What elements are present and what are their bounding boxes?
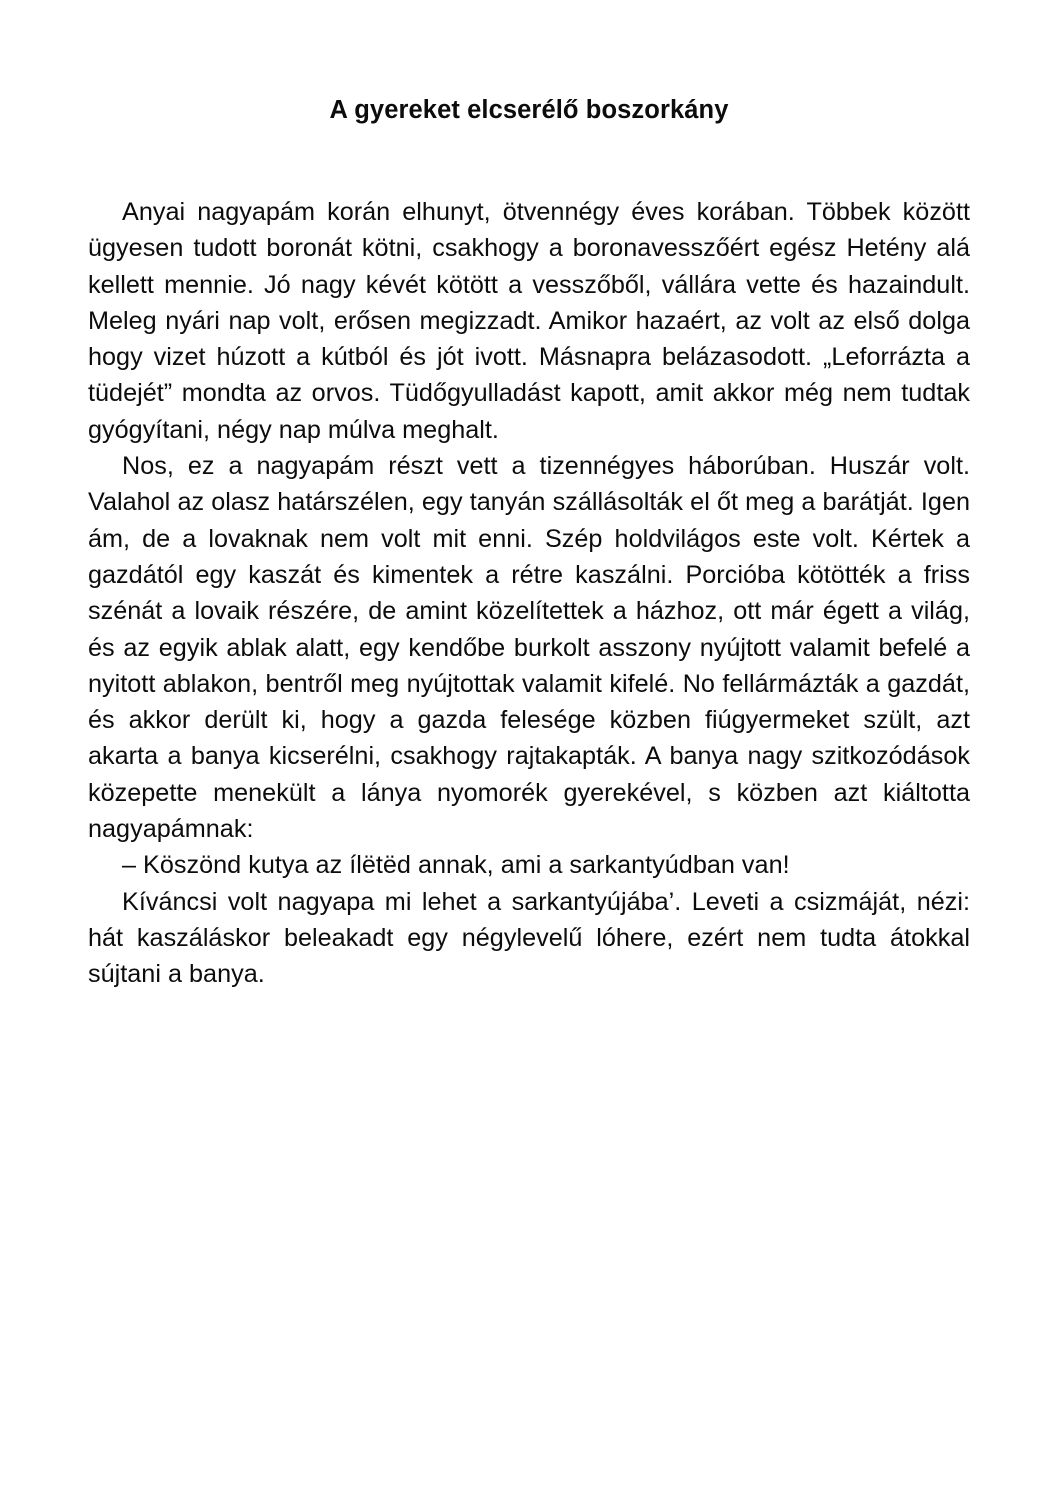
document-text-block: [88, 194, 970, 993]
paragraph-3-dialogue: – Köszönd kutya az ílëtëd annak, ami a sarkantyúdban van!: [122, 851, 790, 880]
paragraph-1: Anyai nagyapám korán elhunyt, ötvennégy éves korában. Többek között ügyesen tudott boronát kötni, csakhogy a boronavesszőért egész Hetény alá kellett mennie. Jó nagy kévét kötött a vesszőből, vállára vette és hazaindult. Meleg nyári nap volt, erősen megizzadt. Amikor hazaért, az volt az első dolga hogy vizet húzott a kútból és jót ivott. Másnapra belázasodott. „Leforrázta a tüdejét” mondta az orvos. Tüdőgyulladást kapott, amit akkor még nem tudtak gyógyítani, négy nap múlva meghalt.: [88, 198, 970, 444]
document-body: [88, 0, 970, 993]
paragraph-4: Kíváncsi volt nagyapa mi lehet a sarkantyújába’. Leveti a csizmáját, nézi: hát kaszáláskor beleakadt egy négylevelű lóhere, ezért nem tudta átokkal sújtani a banya.: [88, 887, 970, 989]
paragraph-2: Nos, ez a nagyapám részt vett a tizennégyes háborúban. Huszár volt. Valahol az olasz határszélen, egy tanyán szállásolták el őt meg a barátját. Igen ám, de a lovaknak nem volt mit enni. Szép holdvilágos este volt. Kértek a gazdától egy kaszát és kimentek a rétre kaszálni. Porcióba kötötték a friss szénát a lovaik részére, de amint közelítettek a házhoz, ott már égett a világ, és az egyik ablak alatt, egy kendőbe burkolt asszony nyújtott valamit befelé a nyitott ablakon, bentről meg nyújtottak valamit kifelé. No fellármázták a gazdát, és akkor derült ki, hogy a gazda felesége közben fiúgyermeket szült, azt akarta a banya kicserélni, csakhogy rajtakapták. A banya nagy szitkozódások közepette menekült a lánya nyomorék gyerekével, s közben azt kiáltotta nagyapámnak:: [88, 452, 970, 844]
page-title: A gyereket elcserélő boszorkány: [329, 96, 729, 124]
